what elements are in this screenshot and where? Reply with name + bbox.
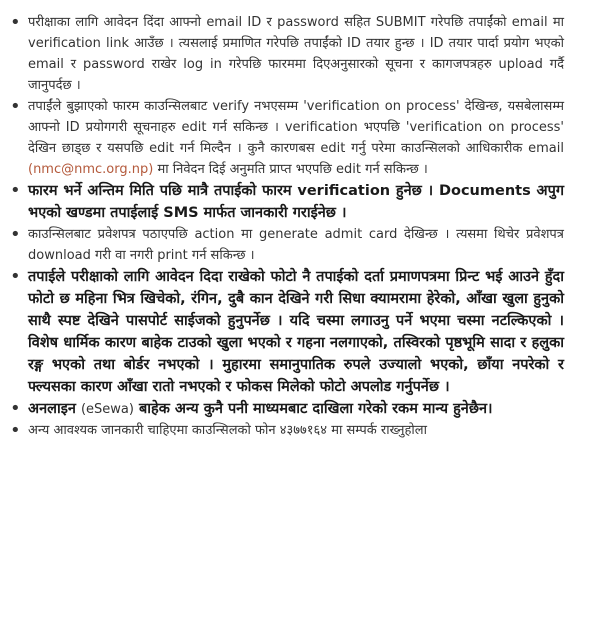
notice-item-edit-policy xyxy=(0,96,608,180)
bullet-icon: • xyxy=(10,224,21,245)
bullet-icon: • xyxy=(10,96,21,117)
notice-item-admit-card xyxy=(0,224,608,266)
bullet-icon: • xyxy=(10,398,21,419)
notice-item-email-verification xyxy=(0,12,608,96)
notice-text-before: अनलाइन xyxy=(28,401,81,417)
notice-text xyxy=(28,180,564,224)
notice-text xyxy=(28,420,564,441)
notice-text xyxy=(28,398,564,420)
bullet-icon: • xyxy=(10,12,21,33)
bullet-icon: • xyxy=(10,180,21,201)
notice-text xyxy=(28,266,564,398)
bullet-icon: • xyxy=(10,266,21,287)
notice-text-after: मा निवेदन दिई अनुमति प्राप्त भएपछि edit गर्न सकिन्छ । xyxy=(153,162,428,177)
notice-text xyxy=(28,12,564,96)
notice-list xyxy=(0,12,608,441)
notice-text-content: काउन्सिलबाट प्रवेशपत्र पठाएपछि action मा generate admit card देखिन्छ । त्यसमा थिचेर प्रवेशपत्र download गरी वा नगरी print गर्न सकिन्छ । xyxy=(28,227,564,263)
notice-item-photo-requirements xyxy=(0,266,608,398)
notice-text-content: फारम भर्ने अन्तिम मिति पछि मात्रै तपाईको फारम verification हुनेछ । Documents अपुग भएको खण्डमा तपाईलाई SMS मार्फत जानकारी गराईनेछ । xyxy=(28,183,564,221)
notice-text xyxy=(28,96,564,180)
notice-text-content: अन्य आवश्यक जानकारी चाहिएमा काउन्सिलको फोन ४३७७१६४ मा सम्पर्क राख्नुहोला xyxy=(28,423,427,438)
notice-text-after: बाहेक अन्य कुनै पनी माध्यमबाट दाखिला गरेको रकम मान्य हुनेछैन। xyxy=(133,401,493,417)
esewa-label: (eSewa) xyxy=(80,402,134,417)
notice-text-content: परीक्षाका लागि आवेदन दिंदा आफ्नो email ID र password सहित SUBMIT गरेपछि तपाईंको email मा verification link आउँछ । त्यसलाई प्रमाणित गरेपछि तपाईंको ID तयार हुन्छ । ID तयार पार्दा प्रयोग भएको email र password राखेर log in गरेपछि फारममा दिएअनुसारको सूचना र कागजपत्रहरु upload गर्दै जानुपर्दछ । xyxy=(28,15,564,93)
notice-item-form-deadline xyxy=(0,180,608,224)
notice-text-content: तपाईले परीक्षाको लागि आवेदन दिदा राखेको फोटो नै तपाईको दर्ता प्रमाणपत्रमा प्रिन्ट भई आउने हुँदा फोटो छ महिना भित्र खिचेको, रंगिन, दुबै कान देखिने गरी सिधा क्यामरामा हेरेको, आँखा खुला हुनुको साथै स्पष्ट देखिने पासपोर्ट साईजको हुनुपर्नेछ । यदि चस्मा लगाउनु पर्ने भएमा चस्मा नटल्किएको । विशेष धार्मिक कारण बाहेक टाउको खुला भएको र गहना नलगाएको, तस्विरको पृष्ठभूमि सादा र हलुका रङ्ग भएको तथा बोर्डर नभएको । मुहारमा समानुपातिक रुपले उज्यालो भएको, छाँया नपरेको र फ्ल्यसका कारण आँखा रातो नभएको र फोकस मिलेको फोटो अपलोड गर्नुपर्नेछ । xyxy=(28,269,564,395)
bullet-icon: • xyxy=(10,420,21,441)
notice-item-contact xyxy=(0,420,608,441)
notice-text xyxy=(28,224,564,266)
council-email-link[interactable]: (nmc@nmc.org.np) xyxy=(28,162,154,177)
notice-item-payment xyxy=(0,398,608,420)
notice-text-before: तपाईंले बुझाएको फारम काउन्सिलबाट verify नभएसम्म 'verification on process' देखिन्छ, यसबेलासम्म आफ्नो ID प्रयोगगरी सूचनाहरु edit गर्न सकिन्छ । verification भएपछि 'verification on process' देखिन छाड्छ र यसपछि edit गर्न मिल्दैन । कुनै कारणबस edit गर्नु परेमा काउन्सिलको आधिकारीक email xyxy=(28,99,564,156)
